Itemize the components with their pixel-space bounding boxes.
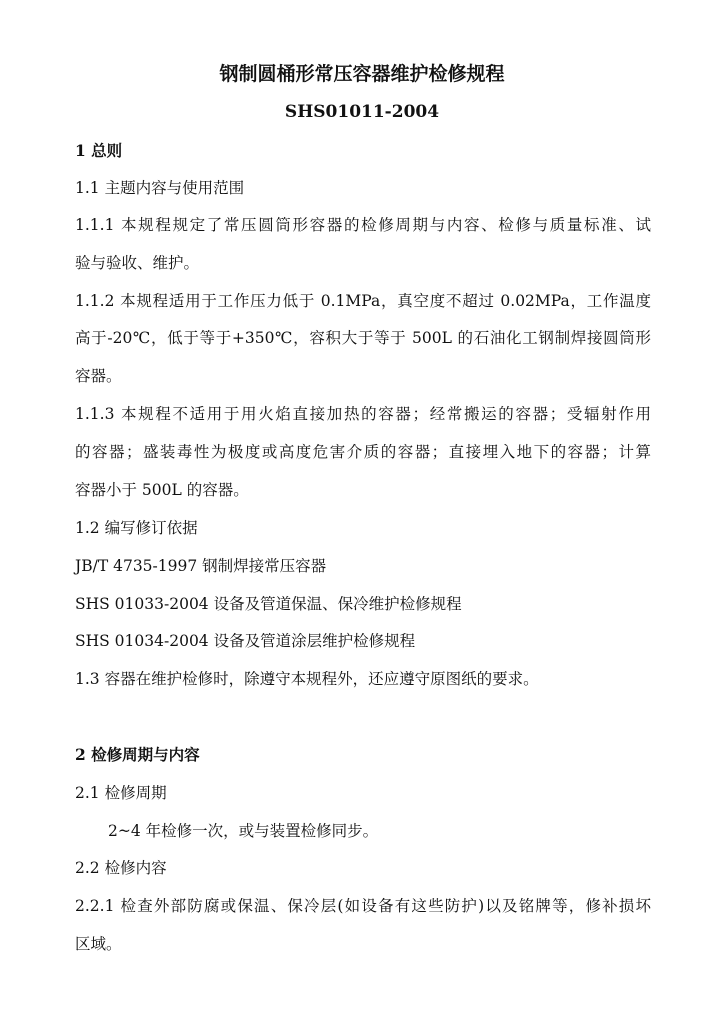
reference-line: SHS 01034-2004 设备及管道涂层维护检修规程 — [75, 632, 416, 650]
subsection-heading-2-1: 2.1 检修周期 — [75, 784, 167, 802]
paragraph-line: 容器。 — [75, 367, 122, 385]
reference-line: SHS 01033-2004 设备及管道保温、保冷维护检修规程 — [75, 595, 462, 613]
reference-line: JB/T 4735-1997 钢制焊接常压容器 — [75, 557, 327, 575]
paragraph-line: 1.1.3 本规程不适用于用火焰直接加热的容器；经常搬运的容器；受辐射作用 — [75, 405, 651, 423]
paragraph-line: 1.3 容器在维护检修时，除遵守本规程外，还应遵守原图纸的要求。 — [75, 670, 539, 688]
paragraph-line: 2.2.1 检查外部防腐或保温、保冷层(如设备有这些防护)以及铭牌等，修补损坏 — [75, 897, 651, 915]
section-heading-1: 1 总则 — [75, 141, 123, 160]
paragraph-line: 区域。 — [75, 935, 122, 953]
subsection-heading-1-2: 1.2 编写修订依据 — [75, 519, 198, 537]
paragraph-line: 1.1.2 本规程适用于工作压力低于 0.1MPa，真空度不超过 0.02MPa，工作温度 — [75, 292, 651, 310]
subsection-heading-2-2: 2.2 检修内容 — [75, 859, 167, 877]
document-code: SHS01011-2004 — [284, 102, 440, 122]
paragraph-line: 容器小于 500L 的容器。 — [75, 481, 249, 499]
paragraph-line: 的容器；盛装毒性为极度或高度危害介质的容器；直接埋入地下的容器；计算 — [75, 443, 651, 461]
paragraph-line: 2~4 年检修一次，或与装置检修同步。 — [108, 822, 379, 840]
section-heading-2: 2 检修周期与内容 — [75, 745, 200, 764]
subsection-heading-1-1: 1.1 主题内容与使用范围 — [75, 179, 245, 197]
paragraph-line: 1.1.1 本规程规定了常压圆筒形容器的检修周期与内容、检修与质量标准、试 — [75, 216, 651, 234]
document-title: 钢制圆桶形常压容器维护检修规程 — [219, 63, 505, 85]
paragraph-line: 高于-20℃，低于等于+350℃，容积大于等于 500L 的石油化工钢制焊接圆筒形 — [75, 329, 651, 347]
paragraph-line: 验与验收、维护。 — [75, 254, 200, 272]
